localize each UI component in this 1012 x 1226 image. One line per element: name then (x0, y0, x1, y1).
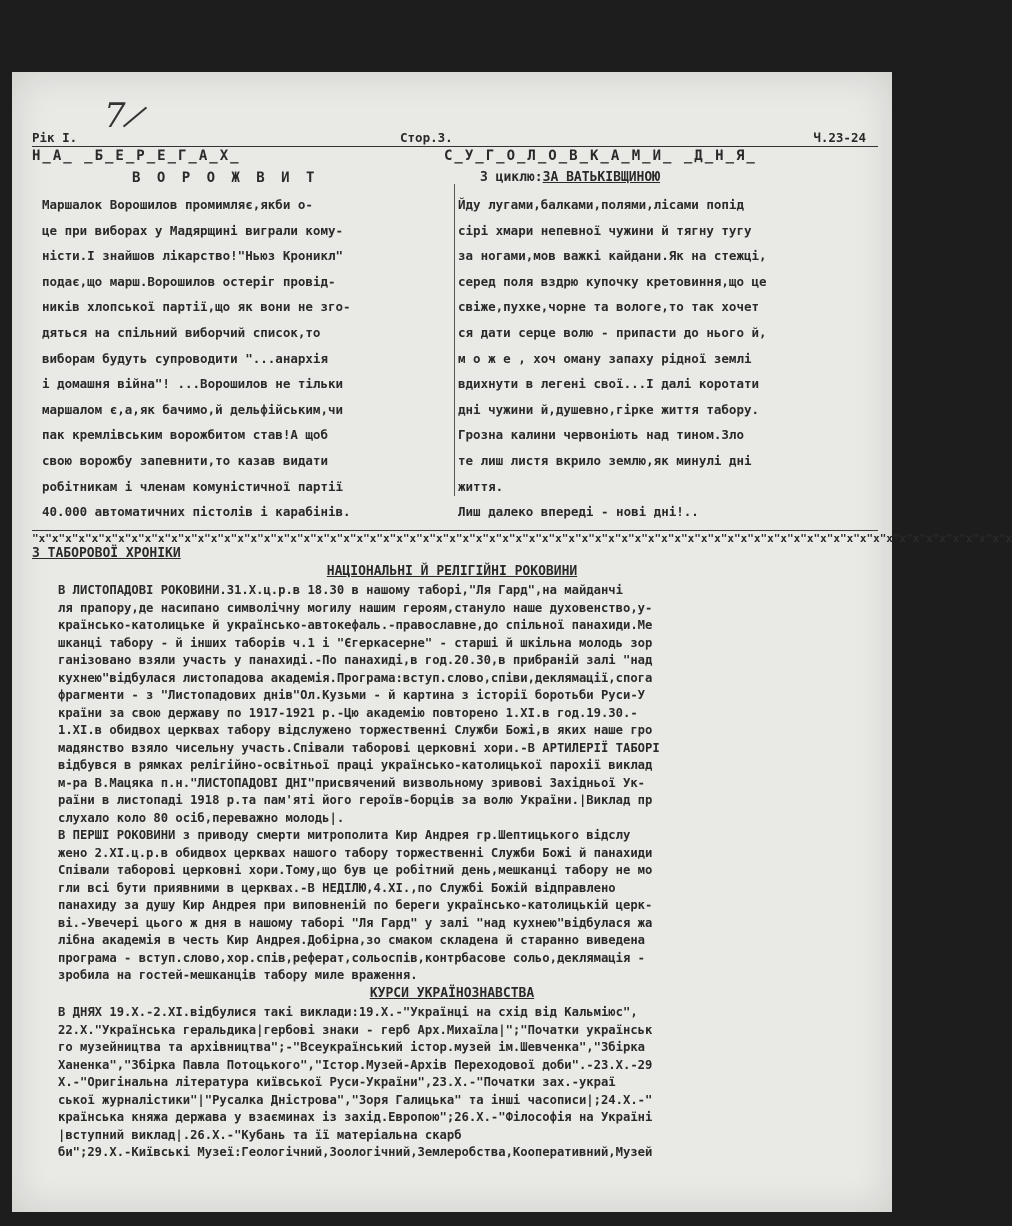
national-body (58, 582, 880, 985)
text-line: |вступний виклад|.26.Х.-"Кубань та її матеріальна скарб (58, 1127, 462, 1142)
header-rule (32, 146, 878, 147)
text-line: країнська княжа держава у взаєминах із захід.Европою";26.Х.-"Філософія на Україні (58, 1110, 653, 1124)
text-line: сірі хмари непевної чужини й тягну тугу (458, 222, 752, 238)
cycle-title: ЗА ВАТЬКІВЩИНОЮ (542, 170, 661, 185)
text-line: го музейництва та архівництва";-"Всеукраїнський істор.музей ім.Шевченка","Збірка (58, 1040, 645, 1054)
chronicle-title: З ТАБОРОВОЇ ХРОНІКИ (32, 546, 181, 561)
text-line: 1.ХІ.в обидвох церквах табору відслужено торжественні Служби Божі,в яких наше гро (58, 723, 653, 737)
text-line: країнсько-католицьке й українсько-автокефаль.-православне,до спільної панахиди.Ме (58, 618, 653, 632)
text-line: пак кремлівським ворожбитом став!А щоб (42, 427, 328, 443)
text-line: ля прапору,де насипано символічну могилу нашим героям,стануло наше духовенство,у- (58, 600, 653, 615)
text-line: лібна академія в честь Кир Андрея.Добірна,зо смаком складена й старанно виведена (58, 933, 645, 947)
courses-body (58, 1004, 880, 1162)
text-line: ників хлопської партії,що як вони не зго- (42, 299, 351, 315)
text-line: ністи.І знайшов лікарство!"Ньюз Кроникл" (42, 248, 344, 264)
text-line: м-ра В.Мацяка п.н."ЛИСТОПАДОВІ ДНІ"присвячений визвольному зривові Західньої Ук- (58, 775, 645, 790)
text-line: ся дати серце волю - припасти до нього й, (458, 324, 767, 340)
column-divider (454, 184, 455, 496)
text-line: Йду лугами,балками,полями,лісами попід (458, 197, 744, 212)
text-line: свіже,пухке,чорне та вологе,то так хочет (458, 299, 760, 315)
text-line: виборам будуть супроводити "...анархія (42, 350, 328, 366)
text-line: вдихнути в легені свої...І далі коротати (458, 376, 760, 392)
text-line: ської журналістики"|"Русалка Дністрова","Зоря Галицька" та інші часописи|;24.Х.-" (58, 1092, 653, 1107)
left-section-title: Н_А_ _Б_Е_Р_Е_Г_А_Х_ (32, 148, 241, 164)
text-line: гли всі бути приявними в церквах.-В НЕДІЛЮ,4.ХІ.,по Службі Божій відправлено (58, 880, 616, 895)
decorative-x-line: "x"x"x"x"x"x"x"x"x"x"x"x"x"x"x"x"x"x"x"x"x"x"x"x"x"x"x"x"x"x"x"x"x"x"x"x"x"x"x"x"x"x"x"x"x"x"x"x"x"x"x"x"x"x"x"x"x"x"x"x"x"x"x"x"x"x"x"x"x"x"x"x"x"x (32, 532, 1012, 545)
header-volume: Рік І. (32, 130, 78, 145)
text-line: В ДНЯХ 19.Х.-2.ХІ.відбулися такі виклади:19.Х.-"Українці на схід від Кальміюс", (58, 1005, 638, 1019)
text-line: мадянство взяло чисельну участь.Співали таборові церковні хори.-В АРТИЛЕРІЇ ТАБОРІ (58, 740, 660, 755)
right-article-body (458, 192, 884, 525)
text-line: Співали таборові церковні хори.Тому,що був це робітний день,мешканці табору не мо (58, 863, 653, 877)
text-line: би";29.Х.-Київські Музеї:Геологічний,Зоологічний,Землеробства,Кооперативний,Музей (58, 1145, 653, 1159)
text-line: жено 2.ХІ.ц.р.в обидвох церквах нашого табору торжественні Служби Божі й панахиди (58, 845, 653, 860)
text-line: кухнею"відбулася листопадова академія.Програма:вступ.слово,співи,деклямації,спога (58, 670, 653, 685)
header-page: Стор.3. (400, 130, 453, 145)
text-line: це при виборах у Мадярщині виграли кому- (42, 222, 344, 238)
text-line: маршалом є,а,як бачимо,й дельфійським,чи (42, 401, 344, 417)
text-line: дяться на спільний виборчий список,то (42, 324, 321, 340)
left-article-title: В О Р О Ж В И Т (132, 170, 319, 186)
text-line: 40.000 автоматичних пістолів і карабінів. (42, 504, 351, 520)
text-line: В ЛИСТОПАДОВІ РОКОВИНИ.31.Х.ц.р.в 18.30 в нашому таборі,"Ля Гард",на майданчі (58, 583, 623, 597)
text-line: слухало коло 80 осіб,переважно молодь|. (58, 810, 345, 825)
text-line: м о ж е , хоч оману запаху рідної землі (458, 350, 752, 366)
text-line: за ногами,мов важкі кайдани.Як на стежці, (458, 248, 767, 264)
text-line: серед поля вздрю купочку кретовиння,що це (458, 273, 767, 289)
text-line: дні чужини й,душевно,гірке життя табору. (458, 401, 760, 417)
header-issue: Ч.23-24 (813, 130, 866, 145)
text-line: свою ворожбу запевнити,то казав видати (42, 452, 328, 468)
courses-title: КУРСИ УКРАЇНОЗНАВСТВА (369, 986, 535, 1001)
section-rule (32, 530, 878, 531)
text-line: ві.-Увечері цього ж дня в нашому таборі "Ля Гард" у залі "над кухнею"відбулася жа (58, 915, 653, 930)
national-title: НАЦІОНАЛЬНІ Й РЕЛІГІЙНІ РОКОВИНИ (326, 564, 578, 579)
right-section-title: С_У_Г_О_Л_О_В_К_А_М_И_ _Д_Н_Я_ (444, 148, 757, 164)
text-line: робітникам і членам комуністичної партії (42, 478, 344, 494)
text-line: програма - вступ.слово,хор.спів,реферат,сольоспів,контрбасове сольо,деклямація - (58, 950, 645, 965)
text-line: Грозна калини червоніють над тином.Зло (458, 427, 744, 443)
text-line: шканці табору - й інших таборів ч.1 і "Єгеркасерне" - старші й шкільна молодь зор (58, 635, 653, 650)
handwritten-slash (123, 107, 147, 128)
text-line: 22.Х."Українська геральдика|гербові знаки - герб Арх.Михаїла|";"Початки українськ (58, 1022, 653, 1037)
text-line: Маршалок Ворошилов промимляє,якби о- (42, 197, 313, 212)
right-cycle (480, 170, 660, 185)
text-line: панахиду за душу Кир Андрея при виповненій по береги українсько-католицькій церк- (58, 898, 653, 912)
text-line: життя. (458, 478, 504, 494)
text-line: те лиш листя вкрило землю,як минулі дні (458, 452, 752, 468)
cycle-label: З циклю: (480, 170, 543, 185)
page-header (32, 130, 872, 146)
text-line: раїни в листопаді 1918 р.та пам'яті його героїв-борців за волю України.|Виклад пр (58, 793, 653, 807)
text-line: фрагменти - з "Листопадових днів"Ол.Кузьми - й картина з історії боротьби Руси-У (58, 688, 645, 702)
text-line: зробила на гостей-мешканців табору миле враження. (58, 968, 418, 982)
text-line: Х.-"Оригінальна література київської Руси-України",23.Х.-"Початки зах.-украї (58, 1075, 616, 1089)
text-line: Ханенка","Збірка Павла Потоцького","Істор.Музей-Архів Переходової доби".-23.Х.-29 (58, 1057, 653, 1072)
text-line: країни за свою державу по 1917-1921 р.-Цю академію повторено 1.ХІ.в год.19.30.- (58, 705, 638, 720)
left-article-body (42, 192, 450, 525)
text-line: і домашня війна"! ...Ворошилов не тільки (42, 376, 344, 392)
handwritten-mark: 7 (104, 96, 126, 136)
text-line: Лиш далеко впереді - нові дні!.. (458, 504, 699, 520)
document-page (12, 72, 1012, 1212)
text-line: подає,що марш.Ворошилов остеріг провід- (42, 273, 336, 289)
text-line: ганізовано взяли участь у панахиді.-По панахиді,в год.20.30,в прибраній залі "над (58, 653, 653, 667)
text-line: В ПЕРШІ РОКОВИНИ з приводу смерти митрополита Кир Андрея гр.Шептицького відслу (58, 828, 631, 842)
text-line: відбувся в рямках релігійно-освітньої праці українсько-католицької парохії виклад (58, 758, 653, 772)
